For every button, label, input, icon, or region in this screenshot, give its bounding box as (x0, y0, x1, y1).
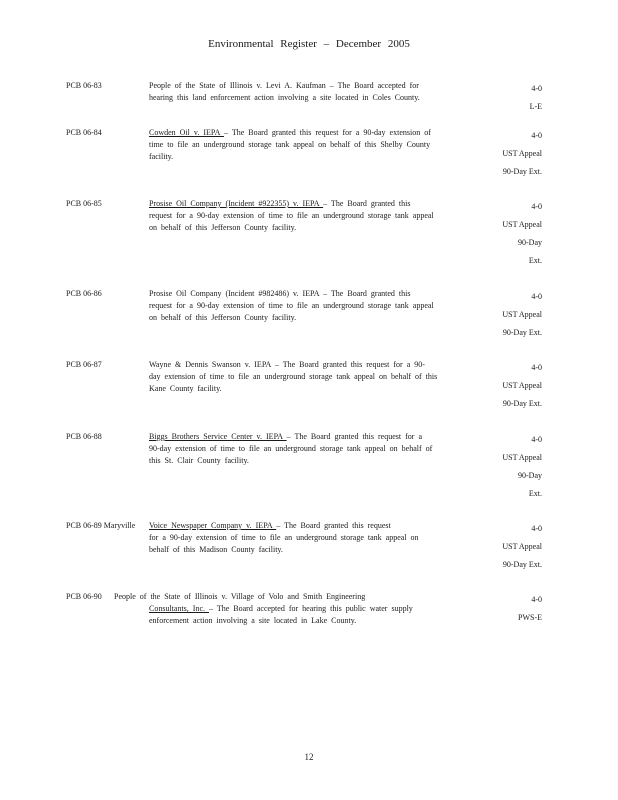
description-line: on behalf of this Jefferson County facility. (149, 313, 297, 322)
case-subtype: 90-Day Ext. (502, 399, 542, 408)
case-codes (530, 80, 542, 116)
description-line: hearing this land enforcement action involving a site located in Coles County. (149, 93, 420, 102)
description-line: this St. Clair County facility. (149, 456, 249, 465)
case-subtype: 90-Day Ext. (502, 167, 542, 176)
case-description (149, 520, 474, 556)
case-type: UST Appeal (502, 220, 542, 229)
case-number: PCB 06-90 (66, 592, 102, 601)
case-title-link[interactable]: Voice Newspaper Company v. IEPA (149, 521, 277, 530)
case-number: PCB 06-88 (66, 432, 102, 441)
case-codes (502, 127, 542, 181)
page-header: Environmental Register – December 2005 (208, 38, 410, 50)
page-number: 12 (304, 752, 314, 762)
case-codes (502, 288, 542, 342)
description-line: enforcement action involving a site located in Lake County. (149, 616, 357, 625)
case-type: PWS-E (518, 613, 542, 622)
vote-count: 4-0 (531, 131, 542, 140)
description-text: – The Board granted this request for a 90-day extension of (223, 128, 431, 137)
vote-count: 4-0 (531, 524, 542, 533)
case-description (149, 80, 474, 104)
description-line: facility. (149, 152, 174, 161)
vote-count: 4-0 (531, 435, 542, 444)
case-title-link[interactable]: Cowden Oil v. IEPA (149, 128, 224, 137)
case-number: PCB 06-87 (66, 360, 102, 369)
case-codes (502, 359, 542, 413)
case-subtype: 90-Day Ext. (502, 328, 542, 337)
case-type: UST Appeal (502, 310, 542, 319)
case-subtype: Ext. (528, 256, 542, 265)
description-line: day extension of time to file an underground storage tank appeal on behalf of this (149, 372, 438, 381)
description-line (149, 431, 474, 443)
description-text: – The Board accepted for hearing this public water supply (209, 604, 413, 613)
vote-count: 4-0 (531, 202, 542, 211)
description-text: – The Board granted this request for a (286, 432, 422, 441)
vote-count: 4-0 (531, 292, 542, 301)
case-title-link[interactable]: Prosise Oil Company (Incident #922355) v. IEPA (149, 199, 324, 208)
case-description (149, 359, 474, 395)
description-line: People of the State of Illinois v. Levi A. Kaufman – The Board accepted for (149, 81, 419, 90)
description-text: – The Board granted this (323, 199, 411, 208)
case-codes (502, 198, 542, 270)
description-line (149, 520, 474, 532)
case-codes (502, 431, 542, 503)
case-subtype: 90-Day (518, 471, 542, 480)
description-line: Kane County facility. (149, 384, 222, 393)
description-line (114, 603, 474, 615)
description-line: time to file an underground storage tank appeal on behalf of this Shelby County (149, 140, 431, 149)
case-type: UST Appeal (502, 453, 542, 462)
description-text: – The Board granted this request (276, 521, 391, 530)
vote-count: 4-0 (531, 595, 542, 604)
case-number: PCB 06-86 (66, 289, 102, 298)
description-line (149, 198, 474, 210)
case-description (149, 198, 474, 234)
case-codes (518, 591, 542, 627)
case-description (149, 288, 474, 324)
vote-count: 4-0 (531, 84, 542, 93)
case-number: PCB 06-84 (66, 128, 102, 137)
case-description (114, 591, 474, 627)
description-line: Wayne & Dennis Swanson v. IEPA – The Board granted this request for a 90- (149, 360, 425, 369)
case-description (149, 431, 474, 467)
description-line: request for a 90-day extension of time to file an underground storage tank appeal (149, 301, 434, 310)
case-subtype: 90-Day Ext. (502, 560, 542, 569)
description-line: request for a 90-day extension of time to file an underground storage tank appeal (149, 211, 434, 220)
case-number: PCB 06-89 Maryville (66, 521, 136, 530)
case-description (149, 127, 474, 163)
case-type: UST Appeal (502, 149, 542, 158)
description-line: People of the State of Illinois v. Village of Volo and Smith Engineering (114, 592, 366, 601)
case-type: L-E (529, 102, 542, 111)
case-type: UST Appeal (502, 381, 542, 390)
case-number: PCB 06-83 (66, 81, 102, 90)
description-line: behalf of this Madison County facility. (149, 545, 283, 554)
description-line: Prosise Oil Company (Incident #982486) v. IEPA – The Board granted this (149, 289, 411, 298)
case-codes (502, 520, 542, 574)
case-number: PCB 06-85 (66, 199, 102, 208)
case-subtype: 90-Day (518, 238, 542, 247)
case-title-link[interactable]: Biggs Brothers Service Center v. IEPA (149, 432, 287, 441)
case-title-link[interactable]: Consultants, Inc. (149, 604, 209, 613)
description-line: 90-day extension of time to file an underground storage tank appeal on behalf of (149, 444, 433, 453)
description-line: for a 90-day extension of time to file an underground storage tank appeal on (149, 533, 419, 542)
case-subtype: Ext. (528, 489, 542, 498)
vote-count: 4-0 (531, 363, 542, 372)
description-line (149, 127, 474, 139)
description-line: on behalf of this Jefferson County facility. (149, 223, 297, 232)
case-type: UST Appeal (502, 542, 542, 551)
